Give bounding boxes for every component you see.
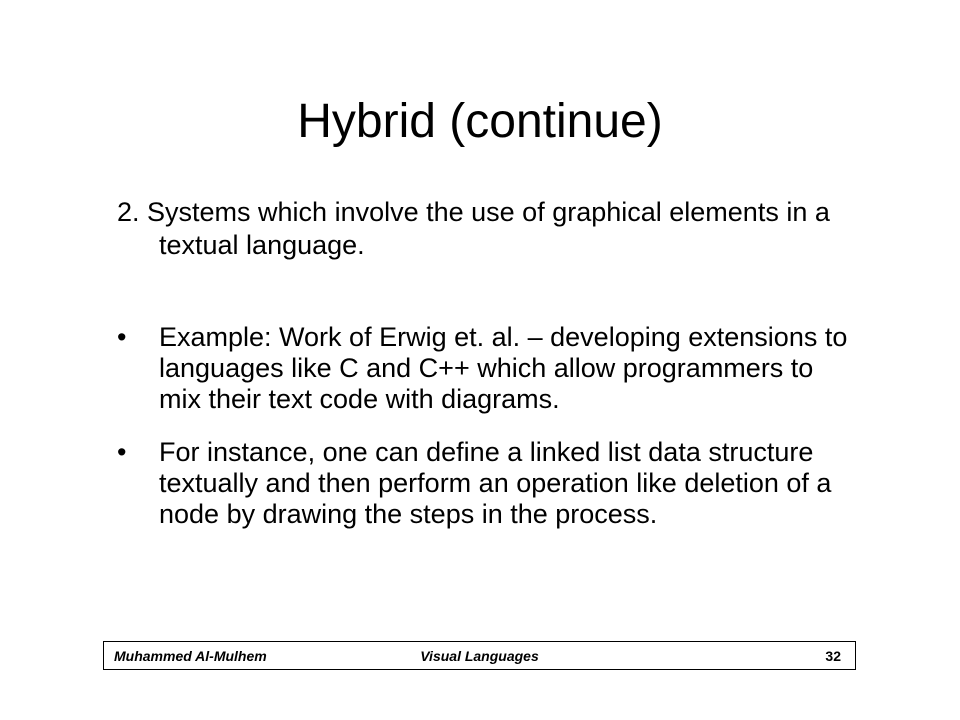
bullet-text: For instance, one can define a linked list data structure textually and then perform an operation like deletion of a node by drawing the steps in the process.	[159, 437, 832, 529]
bullet-item-instance	[117, 437, 857, 530]
footer-author: Muhammed Al-Mulhem	[114, 648, 267, 664]
bullet-text: Example: Work of Erwig et. al. – developing extensions to languages like C and C++ which allow programmers to mix their text code with diagrams.	[159, 322, 848, 414]
bullet-marker: •	[117, 322, 127, 352]
slide-title: Hybrid (continue)	[297, 95, 663, 148]
intro-paragraph: 2. Systems which involve the use of graphical elements in a textual language.	[117, 197, 830, 260]
footer-page-number: 32	[825, 648, 841, 664]
bullet-marker: •	[117, 437, 127, 467]
bullet-item-example	[117, 322, 857, 415]
footer-course: Visual Languages	[420, 648, 539, 664]
bullet-list	[117, 322, 857, 552]
slide-footer	[103, 641, 856, 670]
